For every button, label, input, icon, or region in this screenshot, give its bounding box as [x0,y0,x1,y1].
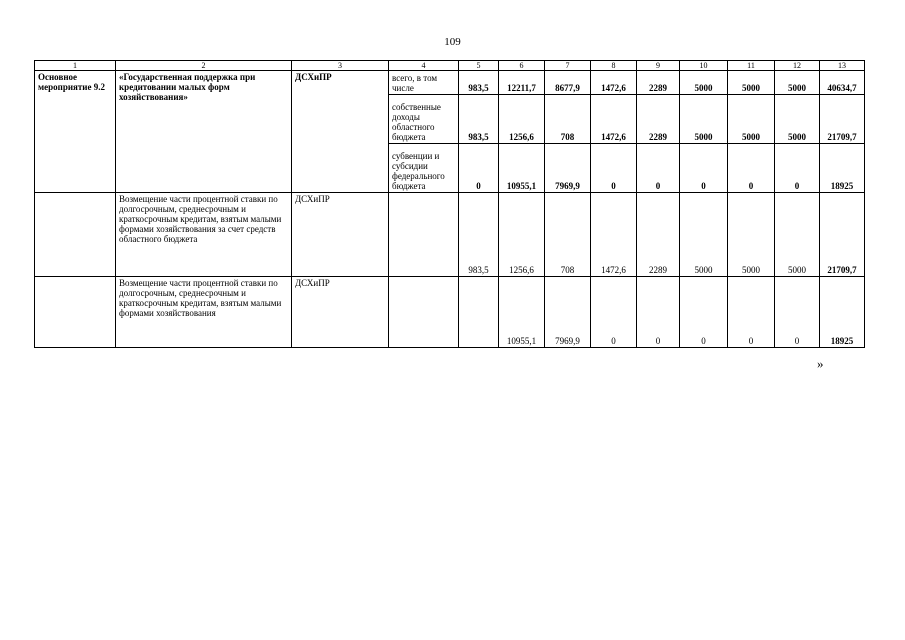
value-cell: 21709,7 [820,95,865,144]
value-cell: 2289 [637,71,680,95]
value-cell: 0 [591,277,637,348]
value-cell: 21709,7 [820,193,865,277]
measure-executor: ДСХиПР [292,71,389,193]
header-cell: 10 [680,61,728,71]
value-cell: 5000 [680,95,728,144]
value-cell: 1256,6 [499,95,545,144]
table-row [35,71,865,95]
value-cell: 0 [775,144,820,193]
table-row [35,277,865,348]
funding-source: всего, в том числе [389,71,459,95]
value-cell: 40634,7 [820,71,865,95]
value-cell: 8677,9 [545,71,591,95]
value-cell: 0 [775,277,820,348]
value-cell: 0 [728,144,775,193]
value-cell: 7969,9 [545,144,591,193]
value-cell: 5000 [728,71,775,95]
page-number: 109 [444,36,461,48]
value-cell: 1472,6 [591,71,637,95]
value-cell: 10955,1 [499,277,545,348]
empty-cell [389,193,459,277]
submeasure-executor: ДСХиПР [292,193,389,277]
value-cell: 5000 [775,71,820,95]
value-cell: 12211,7 [499,71,545,95]
header-cell: 8 [591,61,637,71]
value-cell: 0 [637,277,680,348]
measure-code: Основное мероприятие 9.2 [35,71,116,193]
closing-quote: » [817,356,824,371]
value-cell: 5000 [728,193,775,277]
header-cell: 3 [292,61,389,71]
header-cell: 4 [389,61,459,71]
value-cell: 18925 [820,277,865,348]
submeasure-description: Возмещение части процентной ставки по долгосрочным, среднесрочным и краткосрочным кредитам, взятым малыми формами хозяйствования за счет средств областного бюджета [116,193,292,277]
value-cell: 5000 [775,95,820,144]
value-cell: 1472,6 [591,193,637,277]
value-cell: 2289 [637,95,680,144]
value-cell: 0 [728,277,775,348]
value-cell: 983,5 [459,95,499,144]
value-cell: 0 [637,144,680,193]
value-cell: 5000 [680,71,728,95]
measure-title: «Государственная поддержка при кредитовании малых форм хозяйствования» [116,71,292,193]
value-cell: 708 [545,193,591,277]
header-cell: 13 [820,61,865,71]
value-cell: 1256,6 [499,193,545,277]
header-cell: 1 [35,61,116,71]
value-cell: 2289 [637,193,680,277]
header-cell: 12 [775,61,820,71]
empty-cell [35,277,116,348]
value-cell: 10955,1 [499,144,545,193]
table-row [35,193,865,277]
value-cell: 983,5 [459,193,499,277]
value-cell: 0 [591,144,637,193]
submeasure-executor: ДСХиПР [292,277,389,348]
header-cell: 9 [637,61,680,71]
budget-table [34,60,865,348]
empty-cell [389,277,459,348]
value-cell: 5000 [680,193,728,277]
value-cell: 7969,9 [545,277,591,348]
header-row [35,61,865,71]
value-cell: 5000 [728,95,775,144]
funding-source: субвенции и субсидии федерального бюджета [389,144,459,193]
value-cell: 5000 [775,193,820,277]
value-cell: 18925 [820,144,865,193]
header-cell: 7 [545,61,591,71]
submeasure-description: Возмещение части процентной ставки по долгосрочным, среднесрочным и краткосрочным кредитам, взятым малыми формами хозяйствования [116,277,292,348]
header-cell: 2 [116,61,292,71]
value-cell: 1472,6 [591,95,637,144]
value-cell: 983,5 [459,71,499,95]
header-cell: 5 [459,61,499,71]
header-cell: 6 [499,61,545,71]
value-cell: 0 [680,144,728,193]
header-cell: 11 [728,61,775,71]
empty-cell [35,193,116,277]
value-cell: 0 [680,277,728,348]
value-cell: 0 [459,144,499,193]
funding-source: собственные доходы областного бюджета [389,95,459,144]
value-cell [459,277,499,348]
value-cell: 708 [545,95,591,144]
